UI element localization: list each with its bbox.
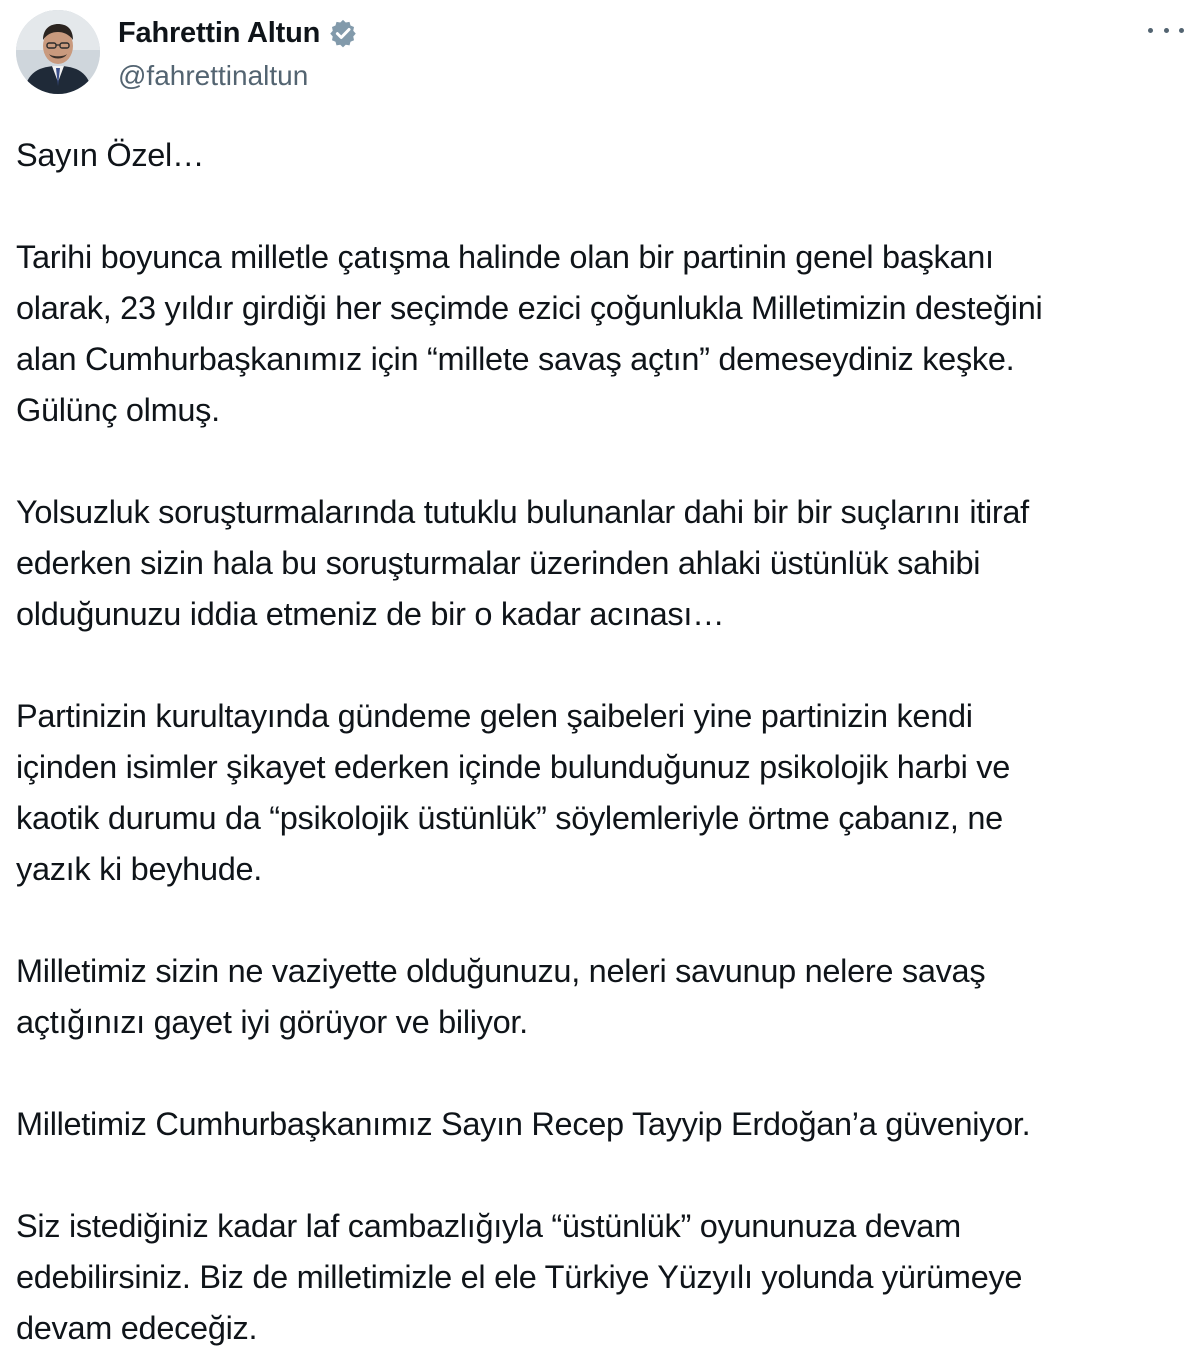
- tweet-paragraph: Tarihi boyunca milletle çatışma halinde olan bir partinin genel başkanı olarak, 23 yıldır girdiği her seçimde ezici çoğunlukla Milletimizin desteğini alan Cumhurbaşkanımız için “millete savaş açtın” demeseydiniz keşke. Gülünç olmuş.: [16, 239, 1043, 428]
- more-dot: [1179, 28, 1184, 33]
- avatar[interactable]: [16, 10, 100, 94]
- tweet-paragraph: Sayın Özel…: [16, 137, 205, 173]
- more-dot: [1164, 28, 1169, 33]
- tweet-paragraph: Siz istediğiniz kadar laf cambazlığıyla “üstünlük” oyununuza devam edebilirsiniz. Biz de milletimizle el ele Türkiye Yüzyılı yolunda yürümeye devam edeceğiz.: [16, 1208, 1023, 1346]
- more-options-icon[interactable]: [1148, 18, 1184, 42]
- tweet-paragraph: Yolsuzluk soruşturmalarında tutuklu bulunanlar dahi bir bir suçlarını itiraf ederken sizin hala bu soruşturmalar üzerinden ahlaki üstünlük sahibi olduğunuzu iddia etmeniz de bir o kadar acınası…: [16, 494, 1029, 632]
- tweet-paragraph: Milletimiz Cumhurbaşkanımız Sayın Recep Tayyip Erdoğan’a güveniyor.: [16, 1106, 1031, 1142]
- user-handle[interactable]: @fahrettinaltun: [118, 60, 309, 91]
- profile-photo-icon: [16, 10, 100, 94]
- tweet-text: [16, 130, 1196, 1354]
- tweet-paragraph: Milletimiz sizin ne vaziyette olduğunuzu, neleri savunup nelere savaş açtığınızı gayet iyi görüyor ve biliyor.: [16, 953, 986, 1040]
- tweet-header: [16, 10, 1184, 96]
- display-name-row: [118, 14, 358, 52]
- author-names: [118, 14, 358, 92]
- tweet-paragraph: Partinizin kurultayında gündeme gelen şaibeleri yine partinizin kendi içinden isimler şikayet ederken içinde bulunduğunuz psikolojik harbi ve kaotik durumu da “psikolojik üstünlük” söylemleriyle örtme çabanız, ne yazık ki beyhude.: [16, 698, 1010, 887]
- verified-badge-icon[interactable]: [328, 18, 358, 48]
- display-name[interactable]: Fahrettin Altun: [118, 16, 321, 49]
- more-dot: [1148, 28, 1153, 33]
